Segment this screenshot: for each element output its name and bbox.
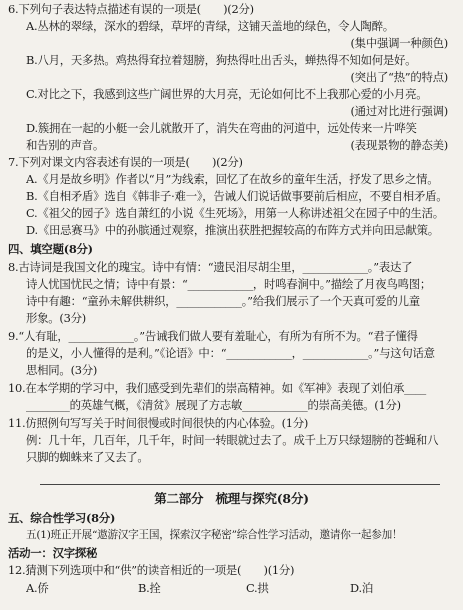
q11-example-2: 只脚的蜘蛛来了又去了。 (26, 450, 149, 464)
q12-stem: 12.猜测下列选项中和“供”的读音相近的一项是( )(1分) (8, 563, 295, 577)
q7-stem: 7.下列对课文内容表述有误的一项是( )(2分) (8, 155, 243, 169)
q11-example-1: 例：几十年，几百年，几千年，时间一转眼就过去了。成千上万只绿翅膀的苍蝇和八 (26, 433, 439, 447)
q6-option-d-note: (表现景物的静态美) (350, 138, 448, 152)
q12-option-b: B.拴 (138, 581, 161, 595)
q10-line-1: 10.在本学期的学习中，我们感受到先辈们的崇高精神。如《军神》表现了刘伯承____ (8, 381, 426, 395)
q12-option-c: C.拱 (246, 581, 269, 595)
q8-line-2: 诗人忧国忧民之情；诗中有景：“____________，时鸣春涧中。”描绘了月夜鸟鸣图； (26, 277, 432, 291)
section-5-title: 五、综合性学习(8分) (8, 511, 116, 525)
q10-line-2: ________的英雄气概，《清贫》展现了方志敏____________的崇高美德。(1分) (26, 398, 401, 412)
q8-line-1: 8.古诗词是我国文化的瑰宝。诗中有情：“遗民泪尽胡尘里，____________。”表达了 (8, 260, 413, 274)
q7-option-b: B.《自相矛盾》选自《韩非子·难一》，告诫人们说话做事要前后相应，不要自相矛盾。 (26, 189, 448, 203)
q7-option-c: C.《祖父的园子》选自萧红的小说《生死场》，用第一人称讲述祖父在园子中的生活。 (26, 206, 444, 220)
q12-options (26, 581, 458, 595)
q6-option-b-note: (突出了“热”的特点) (350, 70, 448, 84)
q6-option-b: B.八月，天多热。鸡热得耷拉着翅膀，狗热得吐出舌头，蝉热得不知如何是好。 (26, 53, 417, 67)
q6-option-d: D.簇拥在一起的小艇一会儿就散开了，消失在弯曲的河道中，远处传来一片哗笑 (26, 121, 417, 135)
q9-line-3: 思相同。(3分) (26, 363, 98, 377)
part-2-title: 第二部分 梳理与探究(8分) (154, 492, 309, 506)
q6-option-a: A.丛林的翠绿，深水的碧绿，草坪的青绿，这铺天盖地的绿色，令人陶醉。 (26, 19, 394, 33)
q7-option-d: D.《田忌赛马》中的孙膑通过观察，推演出获胜把握较高的布阵方式并向田忌献策。 (26, 223, 439, 237)
answer-line (40, 484, 440, 485)
q6-option-a-note: (集中强调一种颜色) (350, 36, 448, 50)
q6-option-c-note: (通过对比进行强调) (350, 104, 448, 118)
section-4-title: 四、填空题(8分) (8, 242, 93, 256)
q6-option-c: C.对比之下，我感到这些广阔世界的大月亮，无论如何比不上我那心爱的小月亮。 (26, 87, 428, 101)
q6-stem: 6.下列句子表达特点描述有误的一项是( )(2分) (8, 2, 254, 16)
section-5-intro: 五(1)班正开展“遨游汉字王国，探索汉字秘密”综合性学习活动，邀请你一起参加！ (26, 529, 403, 541)
activity-1-title: 活动一：汉字探秘 (8, 546, 98, 560)
q12-option-a: A.侨 (26, 581, 49, 595)
q7-option-a: A.《月是故乡明》作者以“月”为线索，回忆了在故乡的童年生活，抒发了思乡之情。 (26, 172, 439, 186)
q8-line-4: 形象。(3分) (26, 311, 86, 325)
q12-option-d: D.泊 (350, 581, 373, 595)
q6-option-d-cont: 和告别的声音。 (26, 138, 104, 152)
q9-line-1: 9.“人有耻，____________。”告诫我们做人要有羞耻心，有所为有所不为。“君子懂得 (8, 329, 418, 343)
q8-line-3: 诗中有趣：“童孙未解供耕织，____________。”给我们展示了一个天真可爱的儿童 (26, 294, 420, 308)
q9-line-2: 的是义，小人懂得的是利。”《论语》中：“____________，____________。”与这句话意 (26, 346, 435, 360)
q11-stem: 11.仿照例句写写关于时间很慢或时间很快的内心体验。(1分) (8, 416, 309, 430)
